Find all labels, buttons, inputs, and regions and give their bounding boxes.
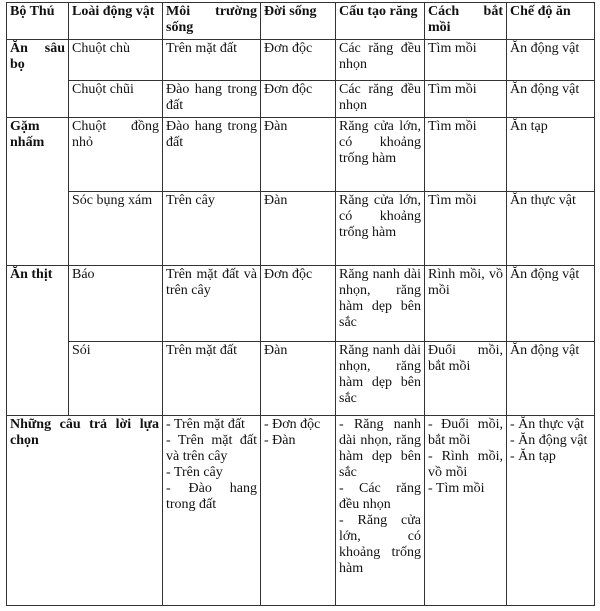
life-cell: Đơn độc	[261, 81, 336, 118]
header-habitat: Môi trường sống	[163, 3, 261, 40]
diet-cell: Ăn tạp	[507, 118, 595, 192]
header-order: Bộ Thú	[7, 3, 69, 40]
choices-row	[7, 416, 595, 606]
life-cell: Đơn độc	[261, 40, 336, 81]
table-row	[7, 342, 595, 416]
choice-option: - Rình mồi, vồ mồi	[428, 449, 503, 480]
animal-cell: Chuột chũi	[69, 81, 163, 118]
header-row	[7, 3, 595, 40]
choice-option: - Tìm mồi	[428, 481, 485, 496]
habitat-cell: Trên cây	[163, 192, 261, 266]
diet-cell: Ăn động vật	[507, 342, 595, 416]
teeth-cell: Răng cửa lớn, có khoảng trống hàm	[336, 192, 425, 266]
choices-life	[261, 416, 336, 606]
table-row	[7, 81, 595, 118]
choice-option: - Đơn độc	[264, 417, 321, 432]
choices-hunting	[425, 416, 507, 606]
choice-option: - Trên mặt đất và trên cây	[166, 433, 257, 464]
habitat-cell: Trên mặt đất	[163, 342, 261, 416]
teeth-cell: Các răng đều nhọn	[336, 81, 425, 118]
header-life: Đời sống	[261, 3, 336, 40]
habitat-cell: Trên mặt đất và trên cây	[163, 266, 261, 342]
life-cell: Đàn	[261, 192, 336, 266]
habitat-cell: Trên mặt đất	[163, 40, 261, 81]
animal-cell: Sóc bụng xám	[69, 192, 163, 266]
choice-option: - Đào hang trong đất	[166, 481, 257, 512]
hunting-cell: Rình mồi, vồ mồi	[425, 266, 507, 342]
choice-option: - Đuổi mồi, bắt mồi	[428, 417, 503, 448]
diet-cell: Ăn động vật	[507, 266, 595, 342]
choice-option: - Răng cửa lớn, có khoảng trống hàm	[339, 513, 421, 576]
diet-cell: Ăn động vật	[507, 40, 595, 81]
choice-option: - Trên cây	[166, 465, 223, 480]
teeth-cell: Các răng đều nhọn	[336, 40, 425, 81]
header-teeth: Cấu tạo răng	[336, 3, 425, 40]
group-name: Gặm nhấm	[7, 118, 69, 266]
hunting-cell: Tìm mồi	[425, 192, 507, 266]
animal-cell: Chuột chù	[69, 40, 163, 81]
life-cell: Đàn	[261, 342, 336, 416]
choice-option: - Các răng đều nhọn	[339, 481, 421, 512]
choices-habitat	[163, 416, 261, 606]
choice-option: - Ăn động vật	[510, 433, 588, 448]
choice-option: - Ăn tạp	[510, 449, 556, 464]
animal-cell: Báo	[69, 266, 163, 342]
habitat-cell: Đào hang trong đất	[163, 81, 261, 118]
group-name: Ăn thịt	[7, 266, 69, 416]
hunting-cell: Tìm mồi	[425, 81, 507, 118]
choice-option: - Ăn thực vật	[510, 417, 585, 432]
table-row	[7, 192, 595, 266]
hunting-cell: Đuổi mồi, bắt mồi	[425, 342, 507, 416]
table-row	[7, 40, 595, 81]
table-row	[7, 118, 595, 192]
life-cell: Đàn	[261, 118, 336, 192]
animal-cell: Chuột đồng nhỏ	[69, 118, 163, 192]
diet-cell: Ăn thực vật	[507, 192, 595, 266]
choice-option: - Răng nanh dài nhọn, răng hàm dẹp bên sắc	[339, 417, 421, 480]
diet-cell: Ăn động vật	[507, 81, 595, 118]
choice-option: - Trên mặt đất	[166, 417, 245, 432]
choices-diet	[507, 416, 595, 606]
header-diet: Chế độ ăn	[507, 3, 595, 40]
hunting-cell: Tìm mồi	[425, 118, 507, 192]
header-animal: Loài động vật	[69, 3, 163, 40]
header-hunting: Cách bắt mồi	[425, 3, 507, 40]
choice-option: - Đàn	[264, 433, 296, 448]
mammal-comparison-table	[6, 2, 595, 606]
habitat-cell: Đào hang trong đất	[163, 118, 261, 192]
table-row	[7, 266, 595, 342]
choices-teeth	[336, 416, 425, 606]
choices-label: Những câu trả lời lựa chọn	[7, 416, 163, 606]
teeth-cell: Răng nanh dài nhọn, răng hàm dẹp bên sắc	[336, 266, 425, 342]
life-cell: Đơn độc	[261, 266, 336, 342]
teeth-cell: Răng nanh dài nhọn, răng hàm dẹp bên sắc	[336, 342, 425, 416]
teeth-cell: Răng cửa lớn, có khoảng trống hàm	[336, 118, 425, 192]
animal-cell: Sói	[69, 342, 163, 416]
hunting-cell: Tìm mồi	[425, 40, 507, 81]
group-name: Ăn sâu bọ	[7, 40, 69, 118]
